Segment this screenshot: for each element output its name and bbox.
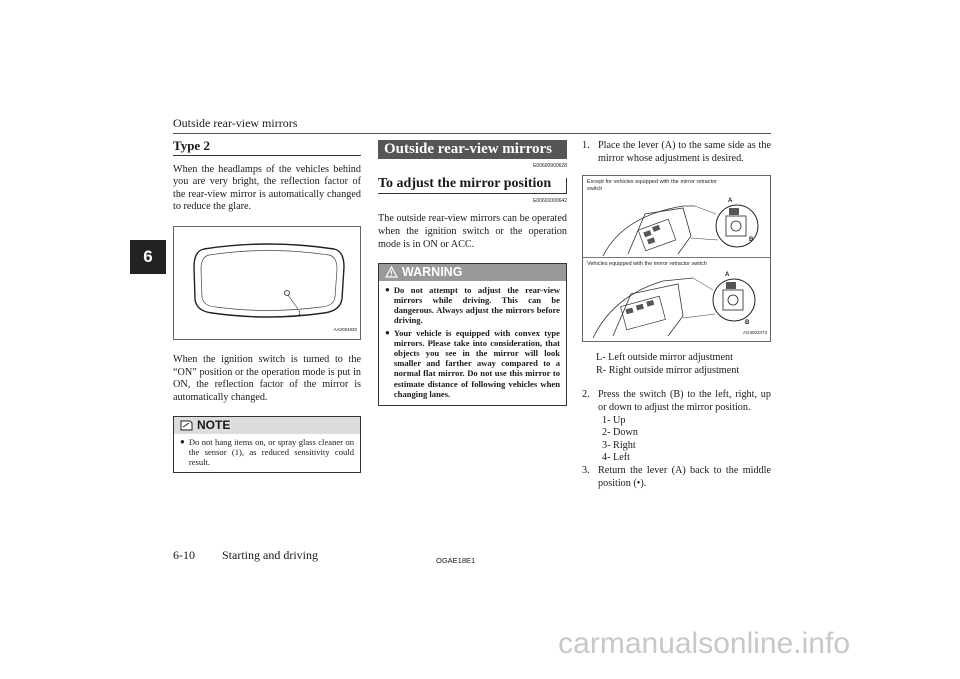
- step-3: [582, 465, 771, 490]
- warning-triangle-icon: [385, 266, 398, 278]
- footer-section: Starting and driving: [222, 548, 318, 562]
- paragraph-operation: The outside rear-view mirrors can be operated when the ignition switch or the operation mode is in ON or ACC.: [378, 213, 567, 250]
- direction-item: 2- Down: [602, 427, 638, 439]
- direction-list: [582, 415, 771, 465]
- step-text: Place the lever (A) to the same side as the mirror whose adjustment is desired.: [598, 140, 771, 164]
- figure-caption-top: Except for vehicles equipped with the mirror retractor switch: [587, 179, 717, 193]
- paragraph-ignition: When the ignition switch is turned to the “ON” position or the operation mode is put in ON, the reflection factor of the mirror is automatically changed.: [173, 353, 361, 403]
- figure-caption-bottom: Vehicles equipped with the mirror retractor switch: [587, 261, 707, 268]
- chapter-tab[interactable]: 6: [130, 240, 166, 274]
- warning-body: [379, 281, 566, 405]
- subsection-heading: To adjust the mirror position: [378, 178, 567, 194]
- mirror-switch-figure: [582, 175, 771, 342]
- direction-item: 3- Right: [602, 439, 636, 451]
- step-number: 1.: [582, 140, 590, 151]
- note-text: Do not hang items on, or spray glass cleaner on the sensor (1), as reduced sensitivity could result.: [188, 436, 354, 467]
- direction-item: 4- Left: [602, 452, 631, 464]
- note-box: [173, 416, 361, 473]
- section-banner: Outside rear-view mirrors: [378, 140, 567, 159]
- header-title: Outside rear-view mirrors: [173, 116, 298, 130]
- warning-header: [379, 264, 566, 281]
- legend-right: R- Right outside mirror adjustment: [596, 364, 740, 376]
- watermark: carmanualsonline.info: [558, 627, 850, 660]
- label-a-bottom: A: [725, 272, 730, 279]
- step-2: [582, 389, 771, 414]
- warning-label: WARNING: [402, 265, 463, 280]
- label-b-top: B: [749, 237, 754, 244]
- label-b-bottom: B: [745, 320, 750, 327]
- warning-item-1: Do not attempt to adjust the rear-view mirrors while driving. This can be dangerous. Always adjust the mirrors before driving.: [393, 284, 560, 326]
- rearview-mirror-illustration: [174, 227, 362, 339]
- door-switch-illustration: [583, 176, 770, 341]
- type-heading: Type 2: [173, 140, 361, 156]
- figure-code: AG3003473: [742, 329, 767, 335]
- note-icon: [180, 420, 193, 431]
- note-label: NOTE: [197, 418, 231, 433]
- subsection-code: E00601000642: [533, 197, 567, 204]
- step-text: Return the lever (A) back to the middle position (•).: [598, 464, 771, 489]
- paragraph-glare: When the headlamps of the vehicles behind you are very bright, the reflection factor of the rear-view mirror is automatically changed to reduce the glare.: [173, 163, 361, 213]
- legend-left: L- Left outside mirror adjustment: [596, 352, 733, 364]
- column-2: [378, 140, 567, 406]
- note-body: [174, 434, 360, 472]
- step-text: Press the switch (B) to the left, right, up or down to adjust the mirror position.: [598, 389, 771, 413]
- legend: [582, 352, 771, 377]
- bullet-icon: ●: [180, 436, 185, 446]
- warning-item-2: Your vehicle is equipped with convex type mirrors. Please take into consideration, that objects you see in the mirror will look smaller and farther away compared to a normal flat mirror. Do not use this mirror to estimate distance of following vehicles when changing lanes.: [393, 327, 560, 399]
- step-number: 2.: [582, 389, 590, 401]
- header-rule: [173, 133, 771, 134]
- rearview-mirror-figure: [173, 226, 361, 340]
- column-3: [582, 140, 771, 502]
- direction-item: 1- Up: [602, 414, 626, 426]
- warning-box: [378, 263, 567, 406]
- sensor-callout: 1: [298, 310, 302, 317]
- step-number: 3.: [582, 464, 590, 476]
- note-header: [174, 417, 360, 434]
- column-1: [173, 140, 361, 473]
- bullet-icon: ●: [385, 284, 390, 294]
- banner-code: E00600900628: [533, 162, 567, 169]
- page-number: 6-10: [173, 548, 195, 562]
- bullet-icon: ●: [385, 327, 390, 337]
- label-a-top: A: [728, 198, 733, 205]
- figure-code: AA0094830: [333, 327, 357, 333]
- document-code: OGAE18E1: [436, 556, 476, 565]
- step-1: [582, 140, 771, 165]
